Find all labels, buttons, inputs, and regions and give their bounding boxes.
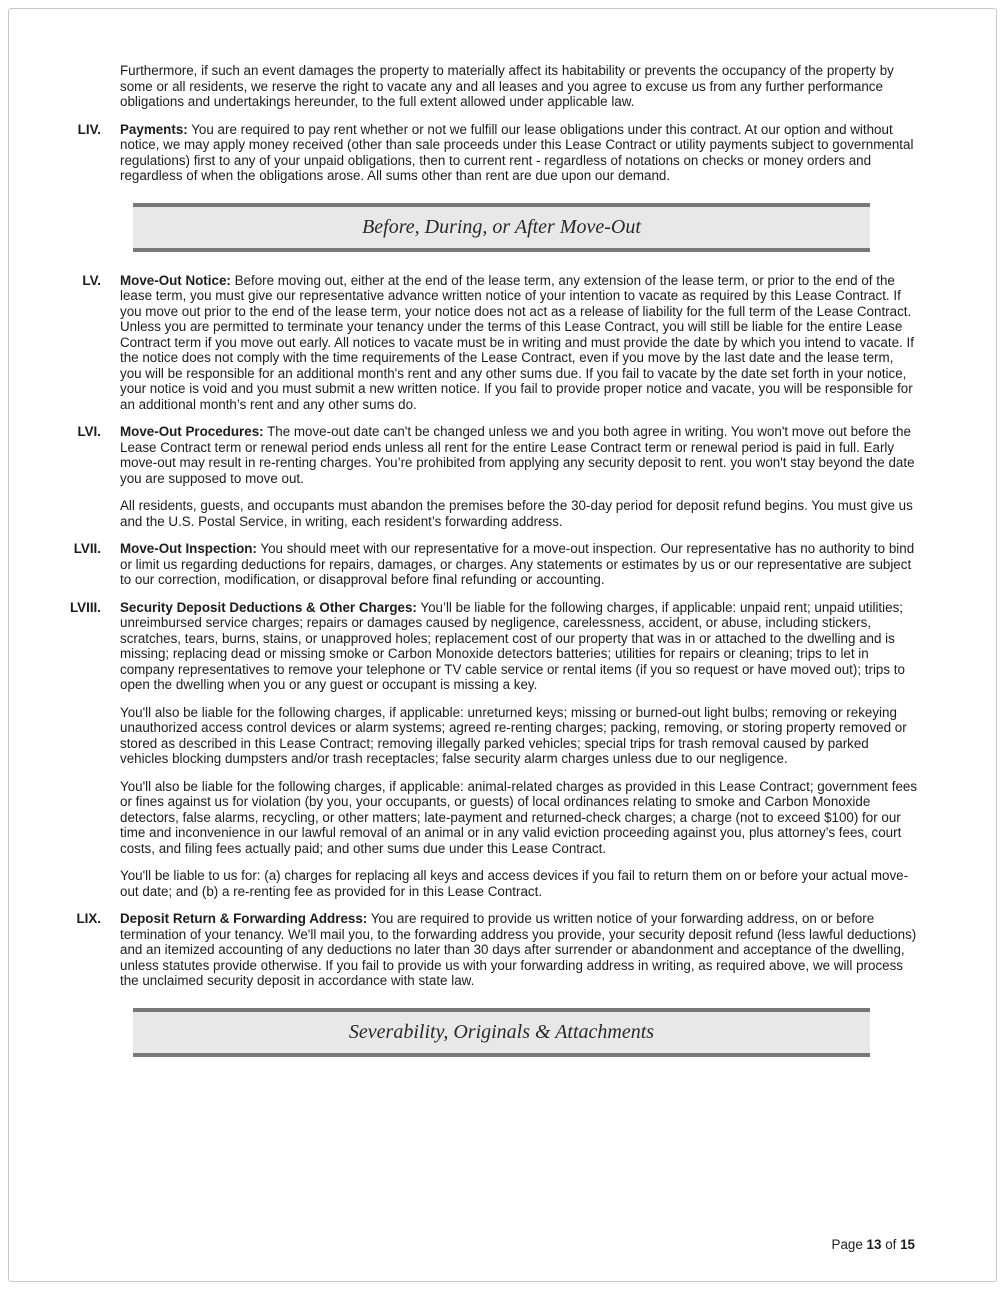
section-paragraph: You'll be liable to us for: (a) charges for replacing all keys and access devices if you fail to return them on or before your actual move-out date; and (b) a re-renting fee as provided for in this Lease Contract. [120, 868, 909, 899]
section-title: Security Deposit Deductions & Other Charges: [120, 599, 417, 615]
section-text: You should meet with our representative for a move-out inspection. Our representative has no authority to bind or limit us regarding deductions for repairs, damages, or charges. Any statements or estimates by us or our representative are subject to our correction, modification, or disapproval before final refunding or accounting. [120, 541, 915, 587]
section-number: LV. [82, 272, 101, 288]
section-number: LVI. [77, 424, 101, 439]
section-title: Move-Out Procedures: [120, 424, 264, 439]
section-paragraph [120, 541, 918, 588]
section-paragraph: All residents, guests, and occupants must abandon the premises before the 30-day period for deposit refund begins. You must give us and the U.S. Postal Service, in writing, each resident’s forwarding address. [120, 498, 913, 529]
section-text: The move-out date can't be changed unless we and you both agree in writing. You won't move out before the Lease Contract term or renewal period ends unless all rent for the entire Lease Contract term or renewal period is paid in full. Early move-out may result in re-renting charges. You’re prohibited from applying any security deposit to rent. you won't stay beyond the date you are supposed to move out. [120, 424, 915, 486]
heading-band-severability: Severability, Originals & Attachments [133, 1008, 870, 1057]
footer-of: of [885, 1237, 897, 1252]
section-move-out-notice [82, 272, 918, 413]
section-move-out-inspection [73, 541, 918, 588]
section-number: LVIII. [70, 599, 101, 615]
section-paragraph: You'll also be liable for the following charges, if applicable: unreturned keys; missing or burned-out light bulbs; removing or rekeying unauthorized access control devices or alarm systems; agreed re-renting charges; packing, removing, or storing property removed or stored as described in this Lease Contract; removing illegally parked vehicles; special trips for trash removal caused by parked vehicles blocking dumpsters and/or trash receptacles; false security alarm charges unless due to our negligence. [120, 704, 907, 766]
footer-page-total: 15 [900, 1237, 915, 1252]
section-text: Before moving out, either at the end of the lease term, any extension of the lease term, or prior to the end of the lease term, you must give our representative advance written notice of your intention to vacate as required by this Lease Contract. If you move out prior to the end of the lease term, your notice does not act as a release of liability for the full term of the Lease Contract. Unless you are permitted to terminate your tenancy under the terms of this Lease Contract, you will still be liable for the entire Lease Contract term if you move out early. All notices to vacate must be in writing and must provide the date by which you intend to vacate. If the notice does not comply with the time requirements of the Lease Contract, even if you move by the last date and the lease term, you will be responsible for an additional month's rent and any other sums due. If you fail to vacate by the date set forth in your notice, your notice is void and you must submit a new written notice. If you fail to provide proper notice and vacate, you will be responsible for an additional month’s rent and any other sums do. [120, 272, 914, 412]
section-deposit-return [76, 911, 918, 989]
section-text: You are required to provide us written notice of your forwarding address, on or before termination of your tenancy. We'll mail you, to the forwarding address you provide, your security deposit refund (less lawful deductions) and an itemized accounting of any deductions no later than 30 days after surrender or abandonment and acceptance of the dwelling, unless statutes provide otherwise. If you fail to provide us with your forwarding address in writing, as required above, we will process the unclaimed security deposit in accordance with state law. [120, 911, 917, 988]
document-content [70, 63, 918, 1078]
section-title: Move-Out Notice: [120, 272, 231, 288]
section-number: LIV. [77, 121, 101, 137]
section-paragraph [120, 600, 918, 693]
section-security-deposit [70, 599, 918, 900]
section-text: You’ll be liable for the following charges, if applicable: unpaid rent; unpaid utilities; unreimbursed service charges; repairs or damages caused by negligence, carelessness, accident, or abuse, including stickers, scratches, tears, burns, stains, or unapproved holes; replacement cost of our property that was in or attached to the dwelling and is missing; replacing dead or missing smoke or Carbon Monoxide detectors batteries; utilities for repairs or cleaning; trips to let in company representatives to remove your telephone or TV cable service or rental items (if you so request or have moved out); trips to open the dwelling when you or any guest or occupant is missing a key. [120, 599, 905, 692]
section-number: LVII. [73, 541, 101, 556]
section-move-out-procedures [77, 424, 918, 529]
page-footer [832, 1237, 915, 1252]
heading-band-move-out: Before, During, or After Move-Out [133, 203, 870, 252]
section-title: Payments: [120, 121, 188, 137]
section-paragraph [120, 122, 918, 184]
section-paragraph [120, 424, 918, 486]
section-paragraph [120, 273, 918, 413]
section-text: You are required to pay rent whether or not we fulfill our lease obligations under this contract. At our option and without notice, we may apply money received (other than sale proceeds under this Lease Contract or utility payments subject to governmental regulations) first to any of your unpaid obligations, then to current rent - regardless of notations on checks or money orders and regardless of when the obligations arose. All sums other than rent are due upon our demand. [120, 121, 914, 183]
paragraph: Furthermore, if such an event damages the property to materially affect its habitability or prevents the occupancy of the property by some or all residents, we reserve the right to vacate any and all leases and you agree to excuse us from any further performance obligations and undertakings hereunder, to the full extent allowed under applicable law. [120, 63, 894, 109]
section-number: LIX. [76, 911, 101, 926]
footer-label: Page [831, 1237, 863, 1252]
section-paragraph: You'll also be liable for the following charges, if applicable: animal-related charges as provided in this Lease Contract; government fees or fines against us for violation (by you, your occupants, or guests) of local ordinances relating to smoke and Carbon Monoxide detectors, false alarms, recycling, or other matters; late-payment and returned-check charges; a charge (not to exceed $100) for our time and inconvenience in our lawful removal of an animal or in any valid eviction proceeding against you, plus attorney’s fees, court costs, and filing fees actually paid; and other sums due under this Lease Contract. [120, 778, 918, 856]
intro-paragraph [120, 63, 918, 110]
footer-page-number: 13 [866, 1237, 882, 1252]
section-title: Move-Out Inspection: [120, 541, 257, 556]
section-title: Deposit Return & Forwarding Address: [120, 911, 368, 926]
section-payments [77, 121, 918, 184]
section-paragraph [120, 911, 918, 989]
